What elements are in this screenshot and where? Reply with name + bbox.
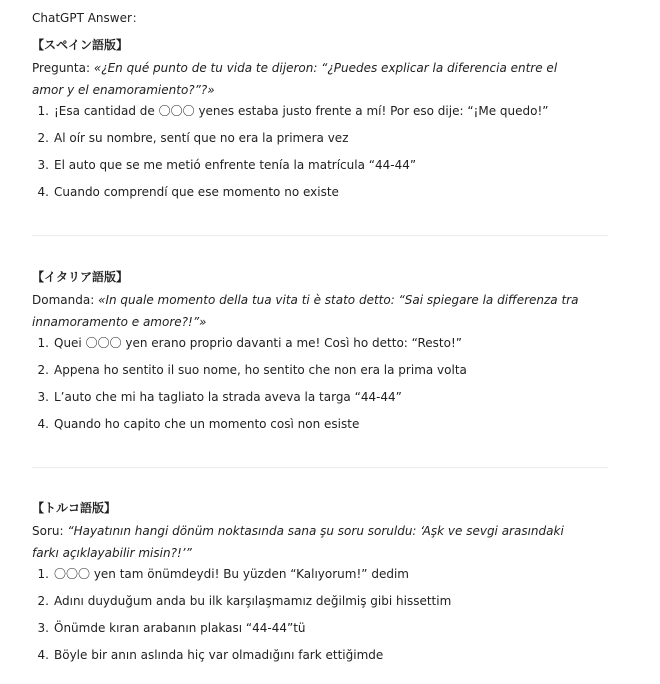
list-item (32, 647, 622, 663)
list-item (32, 389, 622, 405)
section-spanish (32, 37, 622, 211)
list-number: 3. (37, 158, 49, 172)
list-item-text: 〇〇〇 yen tam önümdeydi! Bu yüzden “Kalıyorum!” dedim (54, 567, 409, 581)
answer-list (32, 335, 622, 432)
question-prefix: Soru: (32, 524, 68, 538)
list-number: 2. (37, 363, 49, 377)
list-item-text: Quando ho capito che un momento così non esiste (54, 417, 360, 431)
question-prefix: Domanda: (32, 293, 99, 307)
list-item-text: Cuando comprendí que ese momento no existe (54, 185, 339, 199)
question (32, 520, 622, 564)
list-item-text: Böyle bir anın aslında hiç var olmadığını fark ettiğimde (54, 648, 384, 662)
section-divider (32, 467, 608, 468)
list-number: 4. (37, 648, 49, 662)
question-prefix: Pregunta: (32, 61, 94, 75)
list-item-text: Appena ho sentito il suo nome, ho sentito che non era la prima volta (54, 363, 467, 377)
list-item-text: El auto que se me metió enfrente tenía la matrícula “44-44” (54, 158, 417, 172)
list-number: 1. (37, 336, 49, 350)
list-number: 1. (37, 567, 49, 581)
list-item-text: Quei 〇〇〇 yen erano proprio davanti a me! Così ho detto: “Resto!” (54, 336, 463, 350)
list-number: 4. (37, 417, 49, 431)
list-number: 2. (37, 131, 49, 145)
list-item (32, 620, 622, 636)
list-item (32, 103, 622, 119)
section-title: 【トルコ語版】 (32, 501, 117, 515)
question (32, 289, 622, 333)
list-number: 3. (37, 621, 49, 635)
section-italian (32, 269, 622, 443)
list-item (32, 157, 622, 173)
list-number: 3. (37, 390, 49, 404)
list-item-text: Önümde kıran arabanın plakası “44-44”tü (54, 621, 306, 635)
answer-list (32, 103, 622, 200)
question (32, 57, 622, 101)
list-item (32, 593, 622, 609)
section-title: 【イタリア語版】 (32, 270, 129, 284)
list-item (32, 566, 622, 582)
question-text: “Hayatının hangi dönüm noktasında sana şu soru soruldu: ‘Aşk ve sevgi arasındaki farkı açıklayabilir misin?!’” (32, 524, 564, 560)
list-number: 2. (37, 594, 49, 608)
list-item (32, 362, 622, 378)
list-number: 4. (37, 185, 49, 199)
list-item (32, 130, 622, 146)
answer-header: ChatGPT Answer： (32, 11, 144, 25)
question-text: «In quale momento della tua vita ti è stato detto: “Sai spiegare la differenza tra innamoramento e amore?!”» (32, 293, 579, 329)
question-text: «¿En qué punto de tu vida te dijeron: “¿Puedes explicar la diferencia entre el amor y el enamoramiento?”?» (32, 61, 558, 97)
list-item-text: Adını duyduğum anda bu ilk karşılaşmamız değilmiş gibi hissettim (54, 594, 452, 608)
section-title: 【スペイン語版】 (32, 38, 129, 52)
list-item (32, 416, 622, 432)
section-turkish (32, 500, 622, 674)
answer-list (32, 566, 622, 663)
list-item-text: Al oír su nombre, sentí que no era la primera vez (54, 131, 349, 145)
list-item-text: ¡Esa cantidad de 〇〇〇 yenes estaba justo frente a mí! Por eso dije: “¡Me quedo!” (54, 104, 549, 118)
list-item (32, 335, 622, 351)
list-item (32, 184, 622, 200)
section-divider (32, 235, 608, 236)
list-number: 1. (37, 104, 49, 118)
list-item-text: L’auto che mi ha tagliato la strada aveva la targa “44-44” (54, 390, 402, 404)
